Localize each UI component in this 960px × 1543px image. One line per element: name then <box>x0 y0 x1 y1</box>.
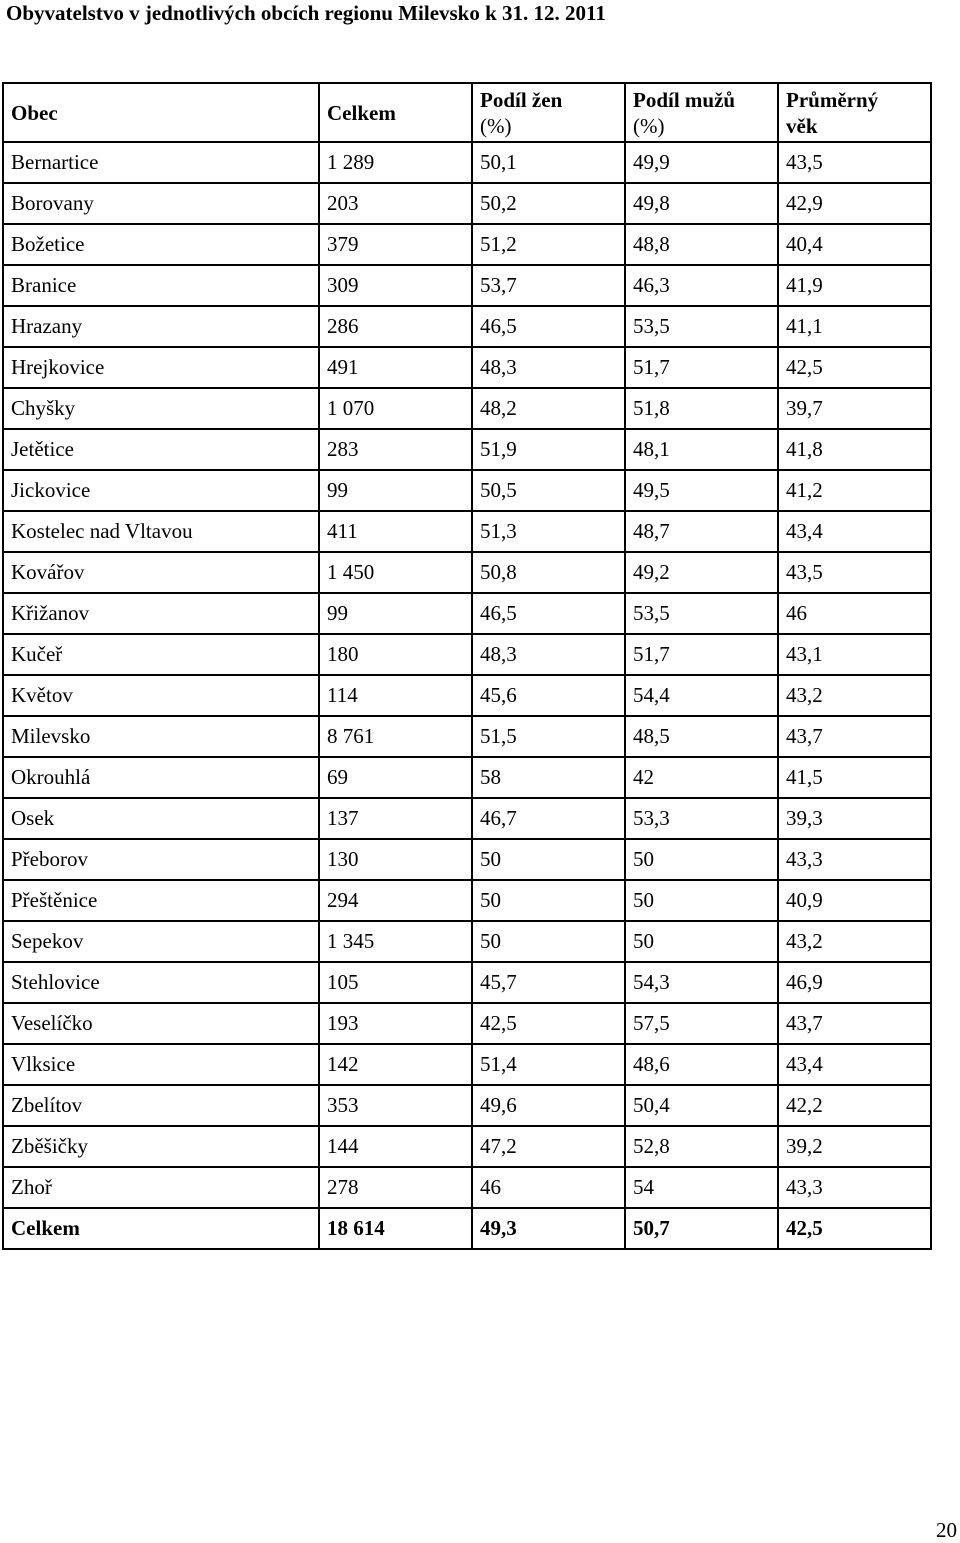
cell-podil-muzu: 53,3 <box>625 798 778 839</box>
cell-prumerny-vek: 42,5 <box>778 347 931 388</box>
cell-podil-muzu: 57,5 <box>625 1003 778 1044</box>
header-podil-muzu-unit: (%) <box>633 113 665 138</box>
cell-obec: Borovany <box>3 183 319 224</box>
cell-podil-muzu: 46,3 <box>625 265 778 306</box>
cell-podil-zen: 49,6 <box>472 1085 625 1126</box>
cell-obec: Květov <box>3 675 319 716</box>
cell-podil-zen: 50,2 <box>472 183 625 224</box>
header-podil-muzu <box>625 83 778 142</box>
cell-celkem: 114 <box>319 675 472 716</box>
cell-podil-muzu: 54,3 <box>625 962 778 1003</box>
header-podil-zen <box>472 83 625 142</box>
cell-prumerny-vek: 41,8 <box>778 429 931 470</box>
cell-podil-muzu: 49,8 <box>625 183 778 224</box>
table-row <box>3 1085 931 1126</box>
cell-prumerny-vek: 46,9 <box>778 962 931 1003</box>
cell-podil-zen: 48,2 <box>472 388 625 429</box>
cell-podil-muzu: 52,8 <box>625 1126 778 1167</box>
table-row <box>3 962 931 1003</box>
header-prumerny-vek-line1: Průměrný <box>786 87 879 112</box>
cell-celkem: 99 <box>319 470 472 511</box>
cell-podil-zen: 58 <box>472 757 625 798</box>
table-row <box>3 716 931 757</box>
cell-podil-muzu: 49,9 <box>625 142 778 183</box>
table-body <box>3 142 931 1249</box>
table-row <box>3 388 931 429</box>
header-podil-zen-label: Podíl žen <box>480 87 563 112</box>
cell-podil-muzu: 48,1 <box>625 429 778 470</box>
header-celkem: Celkem <box>319 83 472 142</box>
header-prumerny-vek-line2: věk <box>786 113 818 138</box>
header-podil-muzu-label: Podíl mužů <box>633 87 736 112</box>
total-cell-obec: Celkem <box>3 1208 319 1249</box>
table-header-row <box>3 83 931 142</box>
cell-prumerny-vek: 41,9 <box>778 265 931 306</box>
table-row <box>3 1126 931 1167</box>
cell-celkem: 1 450 <box>319 552 472 593</box>
table-row <box>3 675 931 716</box>
cell-podil-zen: 50 <box>472 839 625 880</box>
cell-prumerny-vek: 43,4 <box>778 1044 931 1085</box>
cell-podil-zen: 50,1 <box>472 142 625 183</box>
cell-celkem: 1 345 <box>319 921 472 962</box>
cell-celkem: 283 <box>319 429 472 470</box>
table-row <box>3 634 931 675</box>
header-obec: Obec <box>3 83 319 142</box>
cell-podil-zen: 47,2 <box>472 1126 625 1167</box>
cell-prumerny-vek: 43,2 <box>778 675 931 716</box>
cell-podil-zen: 46,5 <box>472 306 625 347</box>
cell-obec: Branice <box>3 265 319 306</box>
cell-podil-muzu: 50,4 <box>625 1085 778 1126</box>
cell-celkem: 278 <box>319 1167 472 1208</box>
cell-podil-zen: 51,3 <box>472 511 625 552</box>
table-row <box>3 306 931 347</box>
cell-podil-zen: 42,5 <box>472 1003 625 1044</box>
cell-obec: Zhoř <box>3 1167 319 1208</box>
cell-obec: Sepekov <box>3 921 319 962</box>
table-row <box>3 593 931 634</box>
cell-prumerny-vek: 43,5 <box>778 142 931 183</box>
cell-podil-muzu: 49,2 <box>625 552 778 593</box>
table-row <box>3 265 931 306</box>
table-row <box>3 1167 931 1208</box>
cell-podil-muzu: 54 <box>625 1167 778 1208</box>
cell-podil-muzu: 50 <box>625 921 778 962</box>
cell-podil-muzu: 53,5 <box>625 306 778 347</box>
cell-prumerny-vek: 43,5 <box>778 552 931 593</box>
cell-podil-muzu: 48,5 <box>625 716 778 757</box>
header-podil-zen-unit: (%) <box>480 113 512 138</box>
cell-obec: Osek <box>3 798 319 839</box>
page-number: 20 <box>936 1518 957 1542</box>
cell-podil-zen: 50 <box>472 921 625 962</box>
cell-celkem: 309 <box>319 265 472 306</box>
cell-prumerny-vek: 40,4 <box>778 224 931 265</box>
cell-podil-muzu: 53,5 <box>625 593 778 634</box>
cell-obec: Chyšky <box>3 388 319 429</box>
cell-podil-zen: 48,3 <box>472 634 625 675</box>
cell-obec: Hrejkovice <box>3 347 319 388</box>
cell-celkem: 180 <box>319 634 472 675</box>
cell-podil-muzu: 50 <box>625 839 778 880</box>
cell-podil-zen: 50,5 <box>472 470 625 511</box>
cell-obec: Kovářov <box>3 552 319 593</box>
cell-podil-muzu: 54,4 <box>625 675 778 716</box>
cell-celkem: 144 <box>319 1126 472 1167</box>
header-prumerny-vek <box>778 83 931 142</box>
cell-podil-zen: 51,9 <box>472 429 625 470</box>
table-row <box>3 552 931 593</box>
cell-celkem: 1 289 <box>319 142 472 183</box>
cell-celkem: 411 <box>319 511 472 552</box>
cell-obec: Jickovice <box>3 470 319 511</box>
cell-podil-muzu: 49,5 <box>625 470 778 511</box>
cell-celkem: 379 <box>319 224 472 265</box>
cell-podil-zen: 46,7 <box>472 798 625 839</box>
cell-prumerny-vek: 41,2 <box>778 470 931 511</box>
cell-prumerny-vek: 46 <box>778 593 931 634</box>
cell-podil-zen: 53,7 <box>472 265 625 306</box>
cell-podil-zen: 51,5 <box>472 716 625 757</box>
cell-prumerny-vek: 41,1 <box>778 306 931 347</box>
cell-podil-muzu: 50 <box>625 880 778 921</box>
table-row <box>3 921 931 962</box>
cell-podil-muzu: 42 <box>625 757 778 798</box>
cell-obec: Zběšičky <box>3 1126 319 1167</box>
table-row <box>3 224 931 265</box>
cell-prumerny-vek: 43,3 <box>778 1167 931 1208</box>
cell-prumerny-vek: 43,2 <box>778 921 931 962</box>
cell-obec: Božetice <box>3 224 319 265</box>
table-total-row <box>3 1208 931 1249</box>
table-row <box>3 839 931 880</box>
cell-podil-zen: 51,4 <box>472 1044 625 1085</box>
cell-podil-muzu: 48,6 <box>625 1044 778 1085</box>
cell-celkem: 491 <box>319 347 472 388</box>
table-row <box>3 429 931 470</box>
total-cell-celkem: 18 614 <box>319 1208 472 1249</box>
cell-prumerny-vek: 42,2 <box>778 1085 931 1126</box>
cell-celkem: 294 <box>319 880 472 921</box>
cell-prumerny-vek: 43,3 <box>778 839 931 880</box>
cell-podil-zen: 48,3 <box>472 347 625 388</box>
cell-celkem: 130 <box>319 839 472 880</box>
cell-podil-zen: 45,7 <box>472 962 625 1003</box>
table-row <box>3 1003 931 1044</box>
cell-prumerny-vek: 43,7 <box>778 1003 931 1044</box>
cell-podil-muzu: 51,8 <box>625 388 778 429</box>
cell-celkem: 193 <box>319 1003 472 1044</box>
cell-obec: Kostelec nad Vltavou <box>3 511 319 552</box>
cell-obec: Kučeř <box>3 634 319 675</box>
cell-obec: Bernartice <box>3 142 319 183</box>
cell-celkem: 99 <box>319 593 472 634</box>
cell-podil-muzu: 51,7 <box>625 347 778 388</box>
population-table <box>2 82 932 1250</box>
total-cell-prumerny-vek: 42,5 <box>778 1208 931 1249</box>
cell-prumerny-vek: 42,9 <box>778 183 931 224</box>
cell-prumerny-vek: 39,2 <box>778 1126 931 1167</box>
cell-prumerny-vek: 40,9 <box>778 880 931 921</box>
total-cell-podil-zen: 49,3 <box>472 1208 625 1249</box>
cell-celkem: 142 <box>319 1044 472 1085</box>
cell-podil-zen: 50,8 <box>472 552 625 593</box>
table-row <box>3 880 931 921</box>
cell-celkem: 203 <box>319 183 472 224</box>
cell-obec: Vlksice <box>3 1044 319 1085</box>
table-row <box>3 183 931 224</box>
cell-celkem: 69 <box>319 757 472 798</box>
cell-obec: Zbelítov <box>3 1085 319 1126</box>
table-row <box>3 757 931 798</box>
table-row <box>3 1044 931 1085</box>
cell-podil-muzu: 48,8 <box>625 224 778 265</box>
cell-prumerny-vek: 41,5 <box>778 757 931 798</box>
cell-podil-zen: 46 <box>472 1167 625 1208</box>
cell-prumerny-vek: 43,1 <box>778 634 931 675</box>
cell-podil-zen: 45,6 <box>472 675 625 716</box>
cell-podil-muzu: 48,7 <box>625 511 778 552</box>
table-row <box>3 470 931 511</box>
cell-podil-zen: 50 <box>472 880 625 921</box>
cell-celkem: 353 <box>319 1085 472 1126</box>
page-title: Obyvatelstvo v jednotlivých obcích regionu Milevsko k 31. 12. 2011 <box>6 1 606 25</box>
table-row <box>3 347 931 388</box>
table-row <box>3 511 931 552</box>
cell-prumerny-vek: 43,7 <box>778 716 931 757</box>
cell-podil-zen: 46,5 <box>472 593 625 634</box>
table-row <box>3 798 931 839</box>
cell-podil-zen: 51,2 <box>472 224 625 265</box>
cell-celkem: 137 <box>319 798 472 839</box>
cell-obec: Stehlovice <box>3 962 319 1003</box>
cell-prumerny-vek: 43,4 <box>778 511 931 552</box>
cell-obec: Milevsko <box>3 716 319 757</box>
table-row <box>3 142 931 183</box>
cell-celkem: 1 070 <box>319 388 472 429</box>
cell-obec: Veselíčko <box>3 1003 319 1044</box>
cell-obec: Křižanov <box>3 593 319 634</box>
cell-obec: Okrouhlá <box>3 757 319 798</box>
cell-obec: Přeštěnice <box>3 880 319 921</box>
cell-celkem: 8 761 <box>319 716 472 757</box>
cell-celkem: 286 <box>319 306 472 347</box>
cell-prumerny-vek: 39,3 <box>778 798 931 839</box>
cell-celkem: 105 <box>319 962 472 1003</box>
cell-podil-muzu: 51,7 <box>625 634 778 675</box>
cell-obec: Přeborov <box>3 839 319 880</box>
cell-obec: Jetětice <box>3 429 319 470</box>
total-cell-podil-muzu: 50,7 <box>625 1208 778 1249</box>
cell-prumerny-vek: 39,7 <box>778 388 931 429</box>
cell-obec: Hrazany <box>3 306 319 347</box>
